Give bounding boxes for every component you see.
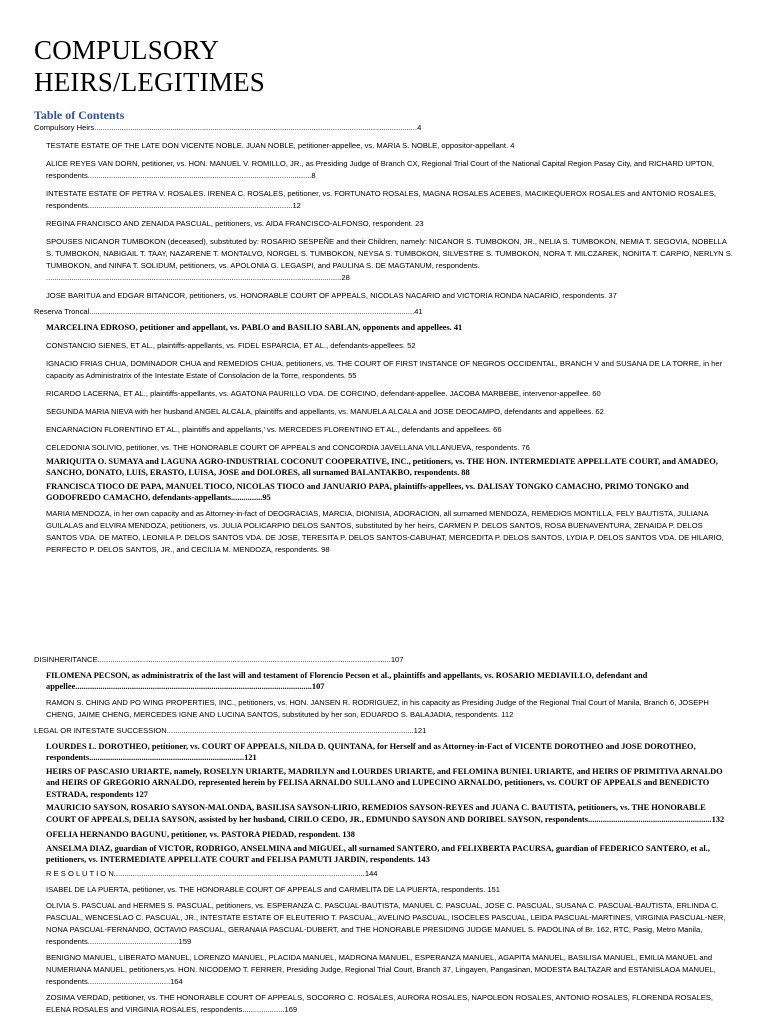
toc-entry-link[interactable]: MARIA MENDOZA, in her own capacity and as Attorney-in-fact of DEOGRACIAS, MARCIA, DIONISIA, ADORACION, all surnamed MENDOZA, REMEDIOS MONTILLA, FELY BAUTISTA, JULIANA GUILALAS and ELVIRA MENDOZA, petitioners, vs. JULIA POLICARPIO DELOS SANTOS, substituted by her heirs, CARMEN P. DELOS SANTOS, ROSA BUENAVENTURA, ZENAIDA P. DELOS SANTOS VDA. DE MATEO, LEONILA P. DELOS SANTOS VDA. DE JOSE, TERESITA P. DELOS SANTOS-CABUHAT, MERCEDITA P. DELOS SANTOS, LYDIA P. DELOS SANTOS VDA. DE HILARIO, PERFECTO P. DELOS SANTOS, JR., and CECILIA M. MENDOZA, respondents. 98	[46, 508, 724, 554]
toc-section-link[interactable]: Compulsory Heirs.........................................................................................................................................................4	[34, 123, 422, 132]
toc-entry-link[interactable]: SEGUNDA MARIA NIEVA with her husband ANGEL ALCALA, plaintiffs and appellants, vs. MANUELA ALCALA and JOSE DEOCAMPO, defendants and appellees. 62	[46, 406, 604, 416]
toc-section-link[interactable]: LEGAL OR INTESTATE SUCCESSION.....................................................................................................................121	[34, 725, 427, 735]
toc-entry-link[interactable]: ANSELMA DIAZ, guardian of VICTOR, RODRIGO, ANSELMINA and MIGUEL, all surnamed SANTERO, and FELIXBERTA PACURSA, guardian of FEDERICO SANTERO, et al., petitioners, vs. INTERMEDIATE APPELLATE COURT and FELISA PAMUTI JARDIN, respondents. 143	[46, 843, 710, 864]
toc-entry-link[interactable]: IGNACIO FRIAS CHUA, DOMINADOR CHUA and REMEDIOS CHUA, petitioners, vs. THE COURT OF FIRST INSTANCE OF NEGROS OCCIDENTAL, BRANCH V and SUSANA DE LA TORRE, in her capacity as Administratrix of the Intestate Estate of Consolacion de la Torre, respondents. 55	[46, 358, 723, 380]
toc-entry-link[interactable]: RICARDO LACERNA, ET AL., plaintiffs-appellants, vs. AGATONA PAURILLO VDA. DE CORCINO, defendant-appellee. JACOBA MARBEBE, intervenor-appellee. 60	[46, 388, 601, 398]
toc-entry-link[interactable]: ISABEL DE LA PUERTA, petitioner, vs. THE HONORABLE COURT OF APPEALS and CARMELITA DE LA PUERTA, respondents. 151	[46, 884, 500, 894]
toc-entry-link[interactable]: LOURDES L. DOROTHEO, petitioner, vs. COURT OF APPEALS, NILDA D. QUINTANA, for Herself and as Attorney-in-Fact of VICENTE DOROTHEO and JOSE DOROTHEO, respondents..........................................................................121	[46, 741, 696, 762]
toc-entry-link[interactable]: MARCELINA EDROSO, petitioner and appellant, vs. PABLO and BASILIO SABLAN, opponents and appellees. 41	[46, 323, 463, 332]
toc-entry-link[interactable]: HEIRS OF PASCASIO URIARTE, namely, ROSELYN URIARTE, MADRILYN and LOURDES URIARTE, and FELOMINA BUNIEL URIARTE, and HEIRS OF PRIMITIVA ARNALDO and HEIRS OF GREGORIO ARNALDO, represented herein by FELISA ARNALDO SULLANO and LUPECINO ARNALDO, petitioners, vs. COURT OF APPEALS and BENEDICTO ESTRADA, respondents 127	[46, 766, 723, 799]
toc-entry-link[interactable]: CELEDONIA SOLIVIO, petitioner, vs. THE HONORABLE COURT OF APPEALS and CONCORDIA JAVELLANA VILLANUEVA, respondents. 76	[46, 442, 530, 452]
toc-entry-link[interactable]: REGINA FRANCISCO AND ZENAIDA PASCUAL, petitioners, vs. AIDA FRANCISCO-ALFONSO, respondent. 23	[46, 219, 424, 228]
toc-entry-link[interactable]: OFELIA HERNANDO BAGUNU, petitioner, vs. PASTORA PIEDAD, respondent. 138	[46, 830, 355, 839]
toc-entry-link[interactable]: SPOUSES NICANOR TUMBOKON (deceased), substituted by: ROSARIO SESPEÑE and their Children, namely: NICANOR S. TUMBOKON, JR., NELIA S. TUMBOKON, NEMIA T. SEGOVIA, NOBELLA S. TUMBOKON, NABIGAIL T. TAAY, NAZARENE T. MONTALVO, NORGEL S. TUMBOKON, NEYSA S. TUMBOKON, SILVESTRE S. TUMBOKON, NORA T. MILCZAREK, NONITA T. CARPIO, NERLYN S. TUMBOKON, and NINFA T. SOLIDUM, petitioners, vs. APOLONIA G. LEGASPI, and PAULINA S. DE MAGTANUM, respondents. ............................................................................................................................................28	[46, 237, 733, 282]
toc-entry-link[interactable]: INTESTATE ESTATE OF PETRA V. ROSALES. IRENEA C. ROSALES, petitioner, vs. FORTUNATO ROSALES, MAGNA ROSALES ACEBES, MACIKEQUEROX ROSALES and ANTONIO ROSALES, respondents.................................................................................................12	[46, 189, 716, 210]
document-title	[34, 34, 634, 98]
toc-entry-link[interactable]: ZOSIMA VERDAD, petitioner, vs. THE HONORABLE COURT OF APPEALS, SOCORRO C. ROSALES, AURORA ROSALES, NAPOLEON ROSALES, ANTONIO ROSALES, FLORENDA ROSALES, ELENA ROSALES and VIRGINIA ROSALES, respondents....................169	[46, 992, 714, 1014]
toc-entry-link[interactable]: ENCARNACION FLORENTINO ET AL., plaintiffs and appellants,' vs. MERCEDES FLORENTINO ET AL., defendants and appellees. 66	[46, 424, 502, 434]
toc-entry-link[interactable]: CONSTANCIO SIENES, ET AL., plaintiffs-appellants, vs. FIDEL ESPARCIA, ET AL., defendants-appellees. 52	[46, 340, 416, 350]
toc-entry-link[interactable]: OLIVIA S. PASCUAL and HERMES S. PASCUAL, petitioners, vs. ESPERANZA C. PASCUAL-BAUTISTA, MANUEL C. PASCUAL, JOSE C. PASCUAL, SUSANA C. PASCUAL-BAUTISTA, ERLINDA C. PASCUAL, WENCESLAO C. PASCUAL, JR., INTESTATE ESTATE OF ELEUTERIO T. PASCUAL, AVELINO PASCUAL, ISOCELES PASCUAL, LEIDA PASCUAL-MARTINES, VIRGINIA PASCUAL-NER, NONA PASCUAL-FERNANDO, OCTAVIO PASCUAL, GERANAIA PASCUAL-DUBERT, and THE HONORABLE PRESIDING JUDGE MANUEL S. PADOLINA of Br. 162, RTC, Pasig, Metro Manila, respondents...........................................159	[46, 900, 726, 946]
toc-entry-link[interactable]: MARIQUITA O. SUMAYA and LAGUNA AGRO-INDUSTRIAL COCONUT COOPERATIVE, INC., petitioners, vs. THE HON. INTERMEDIATE APPELLATE COURT, and AMADEO, SANCHO, DONATO, LUIS, ERASTO, LUISA, JOSE and DOLORES, all surnamed BALANTAKBO, respondents. 88	[46, 456, 718, 477]
toc-entry-link[interactable]: BENIGNO MANUEL, LIBERATO MANUEL, LORENZO MANUEL, PLACIDA MANUEL, MADRONA MANUEL, ESPERANZA MANUEL, AGAPITA MANUEL, BASILISA MANUEL, EMILIA MANUEL and NUMERIANA MANUEL, petitioners,vs. HON. NICODEMO T. FERRER, Presiding Judge, Regional Trial Court, Branch 37, Lingayen, Pangasinan, MODESTA BALTAZAR and ESTANISLAOA MANUEL, respondents.......................................164	[46, 952, 716, 986]
title-line-1: COMPULSORY	[34, 35, 220, 65]
toc-entry-link[interactable]: R E S O L U T I O N.......................................................................................................................144	[46, 868, 378, 878]
toc-entry-link[interactable]: MAURICIO SAYSON, ROSARIO SAYSON-MALONDA, BASILISA SAYSON-LIRIO, REMEDIOS SAYSON-REYES and JUANA C. BAUTISTA, petitioners, vs. THE HONORABLE COURT OF APPEALS, DELIA SAYSON, assisted by her husband, CIRILO CEDO, JR., EDMUNDO SAYSON AND DORIBEL SAYSON, respondents...........................................................132	[46, 803, 725, 824]
toc-entry-link[interactable]: FRANCISCA TIOCO DE PAPA, MANUEL TIOCO, NICOLAS TIOCO and JANUARIO PAPA, plaintiffs-appellees, vs. DALISAY TONGKO CAMACHO, PRIMO TONGKO and GODOFREDO CAMACHO, defendants-appellants...............95	[46, 481, 689, 502]
toc-entry-link[interactable]: RAMON S. CHING AND PO WING PROPERTIES, INC., petitioners, vs. HON. JANSEN R. RODRIGUEZ, in his capacity as Presiding Judge of the Regional Trial Court of Manila, Branch 6, JOSEPH CHENG, JAIME CHENG, MERCEDES IGNE AND LUCINA SANTOS, substituted by her son, EDUARDO S. BALAJADIA, respondents. 112	[46, 697, 709, 719]
toc-section-link[interactable]: Reserva Troncal..........................................................................................................................................................41	[34, 307, 423, 316]
toc-entry-link[interactable]: FILOMENA PECSON, as administratrix of the last will and testament of Florencio Pecson et al., plaintiffs and appellants, vs. ROSARIO MEDIAVILLO, defendant and appellee.................................................................................................................107	[46, 670, 648, 691]
page-break-gap	[34, 556, 734, 654]
title-line-2: HEIRS/LEGITIMES	[34, 67, 265, 97]
toc-entry-link[interactable]: JOSE BARITUA and EDGAR BITANCOR, petitioners, vs. HONORABLE COURT OF APPEALS, NICOLAS NACARIO and VICTORIA RONDA NACARIO, respondents. 37	[46, 291, 617, 300]
toc-heading: Table of Contents	[34, 108, 125, 122]
table-of-contents	[34, 122, 734, 1016]
toc-section-link[interactable]: DISINHERITANCE...........................................................................................................................................107	[34, 654, 404, 664]
toc-entry-link[interactable]: TESTATE ESTATE OF THE LATE DON VICENTE NOBLE. JUAN NOBLE, petitioner-appellee, vs. MARIA S. NOBLE, oppositor-appellant. 4	[46, 141, 515, 150]
toc-entry-link[interactable]: ALICE REYES VAN DORN, petitioner, vs. HON. MANUEL V. ROMILLO, JR., as Presiding Judge of Branch CX, Regional Trial Court of the National Capital Region Pasay City, and RICHARD UPTON, respondents..........................................................................................................8	[46, 159, 714, 180]
